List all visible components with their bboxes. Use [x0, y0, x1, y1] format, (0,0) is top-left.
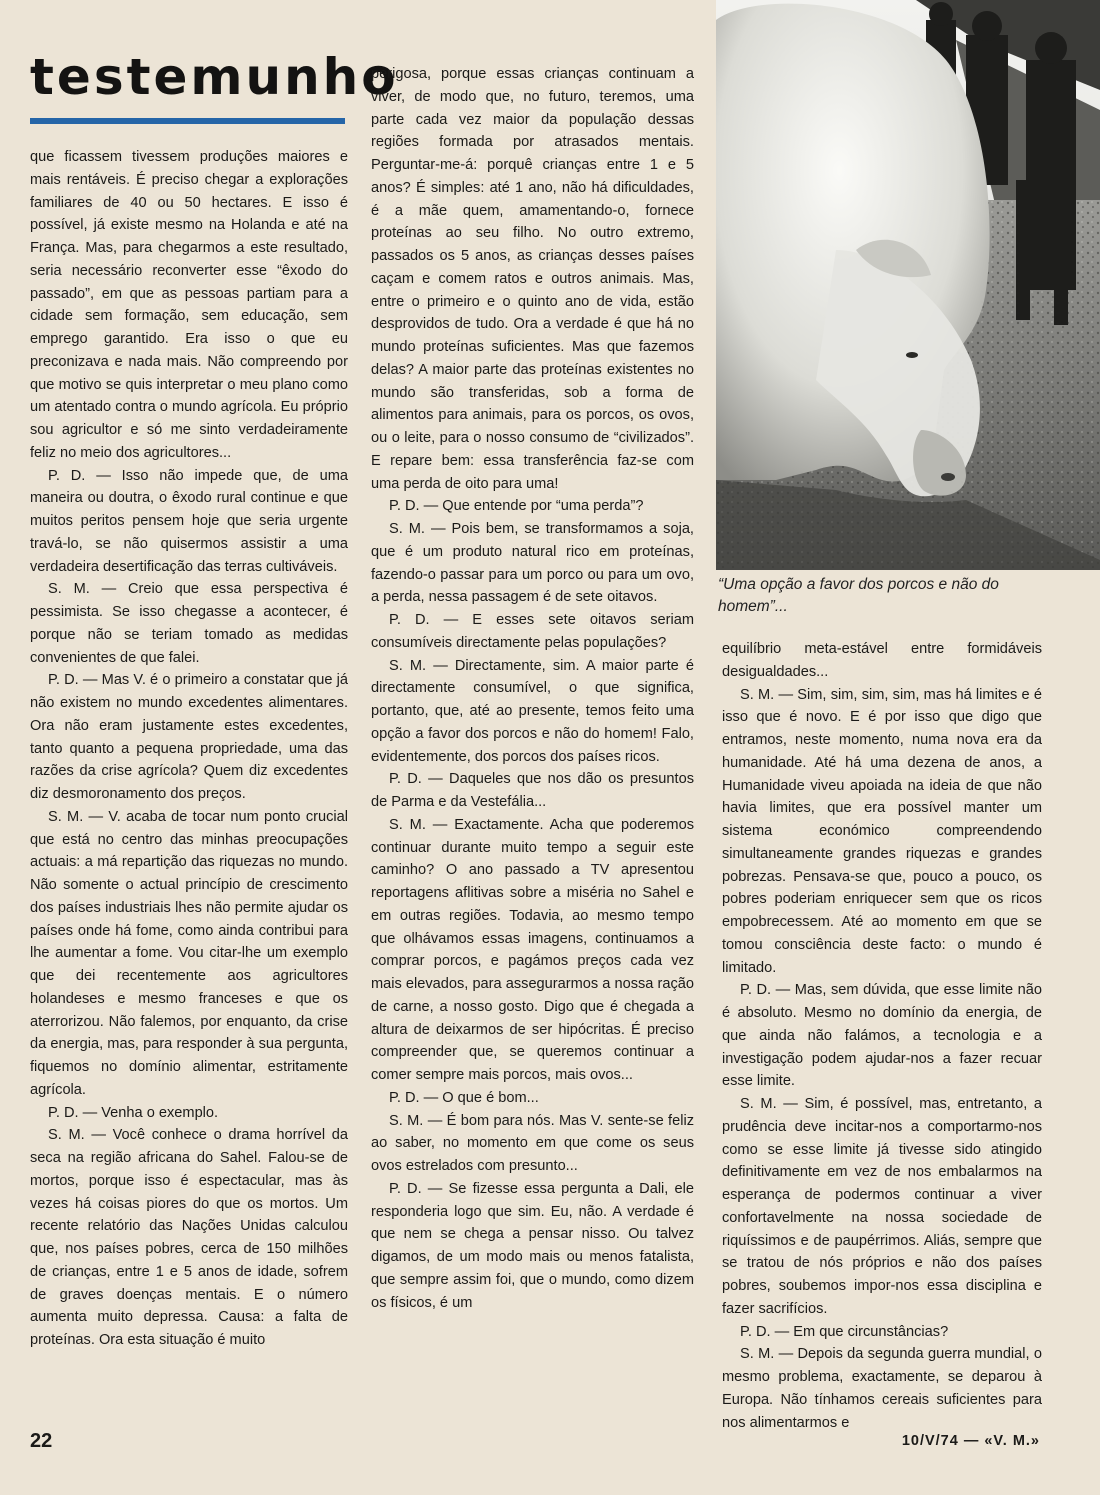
paragraph: P. D. — Mas V. é o primeiro a constatar que já não existem no mundo excedentes alimentares. Ora não eram justamente estes excedentes, tanto quanto a pequena propriedade, uma das razões da crise agrícola? Quem diz excedentes diz desmoronamento dos preços. [30, 672, 348, 802]
paragraph: P. D. — Mas, sem dúvida, que esse limite não é absoluto. Mesmo no domínio da energia, de que ainda não falámos, a tecnologia e a investigação podem ajudar-nos a fazer recuar esse limite. [722, 982, 1042, 1090]
photo-caption: “Uma opção a favor dos porcos e não do homem”... [718, 576, 999, 615]
paragraph: P. D. — Daqueles que nos dão os presuntos de Parma e da Vestefália... [371, 771, 694, 810]
paragraph: S. M. — Creio que essa perspectiva é pessimista. Se isso chegasse a acontecer, é porque não se teriam tomado as medidas convenientes de que falei. [30, 581, 348, 666]
title-rule [30, 118, 345, 124]
paragraph: S. M. — Pois bem, se transformamos a soja, que é um produto natural rico em proteínas, fazendo-o passar para um porco ou para um ovo, a perda, nessa passagem é de sete oitavos. [371, 521, 694, 606]
paragraph: S. M. — Directamente, sim. A maior parte é directamente consumível, o que significa, portanto, que, até ao presente, temos feito uma opção a favor dos porcos e não do homem! Falo, evidentemente, dos porcos dos países ricos. [371, 657, 694, 765]
issue-date: 10/V/74 — «V. M.» [901, 1433, 1040, 1449]
paragraph: P. D. — O que é bom... [389, 1089, 539, 1106]
page-number: 22 [30, 1430, 53, 1452]
paragraph: P. D. — Em que circunstâncias? [740, 1323, 949, 1340]
paragraph: equilíbrio meta-estável entre formidáveis desigualdades... [722, 641, 1042, 680]
paragraph: P. D. — Que entende por “uma perda”? [389, 498, 644, 515]
paragraph: perigosa, porque essas crianças continuam a viver, de modo que, no futuro, teremos, uma parte cada vez maior da população dessas regiões formada por atrasados mentais. Perguntar-me-á: porquê crianças entre 1 e 5 anos? É simples: até 1 ano, não há dificuldades, é a mãe quem, amamentando-o, fornece proteínas ao seu filho. No outro extremo, passados os 5 anos, as crianças desses países caçam e comem ratos e outros animais. Mas, entre o primeiro e o quinto ano de vida, estão desprovidos de tudo. Ora a verdade é que há no mundo proteínas suficientes. Mas que fazemos delas? A maior parte das proteínas existentes no mundo são transferidas, sob a forma de alimentos para animais, para os porcos, os ovos, ou o leite, para o nosso consumo de “civilizados”. E repare bem: essa transferência faz-se com uma perda de oito para uma! [371, 66, 694, 492]
paragraph: S. M. — Você conhece o drama horrível da seca na região africana do Sahel. Falou-se de mortos, porque isso é espectacular, mas às vezes há coisas piores do que os mortos. Um recente relatório das Nações Unidas calculou que, nos países pobres, cerca de 150 milhões de crianças, entre 1 e 5 anos de idade, sofrem de graves doenças mentais. E o número aumenta muito depressa. Causa: a falta de proteínas. Ora esta situação é muito [30, 1127, 348, 1348]
paragraph: S. M. — Exactamente. Acha que poderemos continuar durante muito tempo a seguir este caminho? O ano passado a TV apresentou reportagens aflitivas sobre a miséria no Sahel e em outras regiões. Todavia, ao mesmo tempo que olhávamos essas imagens, continuamos a comprar porcos, e pagámos preços cada vez mais elevados, para assegurarmos a nossa ração de carne, a nosso gosto. Digo que é chegada a altura de deixarmos de ser hipócritas. É preciso compreender que, se queremos continuar a comer sempre mais porcos, mais ovos... [371, 816, 694, 1083]
paragraph: S. M. — É bom para nós. Mas V. sente-se feliz ao saber, no momento em que come os seus ovos estrelados com presunto... [371, 1112, 694, 1174]
paragraph: P. D. — Venha o exemplo. [48, 1104, 219, 1121]
paragraph: P. D. — Se fizesse essa pergunta a Dali, ele responderia logo que sim. Eu, não. A verdade é que nem se chega a pensar nisso. Ou talvez digamos, de um modo mais ou menos fatalista, que sempre assim foi, que o mundo, como dizem os físicos, é um [371, 1180, 694, 1311]
paragraph: S. M. — Depois da segunda guerra mundial, o mesmo problema, exactamente, se deparou à Europa. Não tínhamos cereais suficientes para nos alimentarmos e [722, 1346, 1042, 1431]
paragraph: P. D. — E esses sete oitavos seriam consumíveis directamente pelas populações? [371, 612, 694, 651]
paragraph: S. M. — V. acaba de tocar num ponto crucial que está no centro das minhas preocupações actuais: a má repartição das riquezas no mundo. Não somente o actual princípio de crescimento dos países industriais lhes não permite ajudar os países onde há fome, como ainda contribui para lhe aumentar a fome. Vou citar-lhe um exemplo que dei recentemente aos agricultores holandeses e mesmo franceses e que os aterrorizou. Não falemos, por enquanto, da crise da energia, mas, para responder à sua pergunta, fiquemos no domínio alimentar, estritamente agrícola. [30, 808, 348, 1098]
pig-photo-icon [716, 0, 1100, 570]
paragraph: S. M. — Sim, sim, sim, sim, mas há limites e é isso que é novo. E é por isso que digo que entramos, neste momento, numa nova era da humanidade. Até há uma dezena de anos, a Humanidade viveu apoiada na ideia de que não havia limites, que era possível manter um sistema económico compreendendo simultaneamente grandes riquezas e grandes pobrezas. Pensava-se que, pouco a pouco, os pobres poderiam enriquecer sem que os ricos empobrecessem. Até ao momento em que se tomou consciência deste facto: o mundo é limitado. [722, 686, 1042, 976]
text-column-2 [371, 63, 694, 1314]
paragraph: que ficassem tivessem produções maiores e mais rentáveis. É preciso chegar a explorações familiares de 40 ou 50 hectares. E isso é possível, já existe mesmo na Holanda e até na França. Mas, para chegarmos a este resultado, seria necessário reconverter esse “êxodo do passado”, em que as pessoas partiam para a cidade sem formação, sem educação, sem emprego garantido. Era isso o que eu preconizava e nada mais. Não compreendo por que motivo se quis interpretar o meu plano como um atentado contra o mundo agrícola. Eu próprio sou agricultor e só me sinto verdadeiramente feliz no meio dos agricultores... [30, 149, 349, 461]
pig-photo-graphic [716, 0, 1100, 570]
paragraph: P. D. — Isso não impede que, de uma maneira ou doutra, o êxodo rural continue e que muitos peritos pensem hoje que seria urgente travá-lo, se não quisermos assistir a uma verdadeira desertificação das terras cultiváveis. [30, 467, 348, 575]
text-column-1 [30, 146, 348, 1352]
paragraph: S. M. — Sim, é possível, mas, entretanto, a prudência deve incitar-nos a comportarmo-nos como se esse limite já tivesse sido atingido definitivamente em vez de nos embalarmos na esperança de podermos continuar a viver confortavelmente na nossa sociedade de riquíssimos e de paupérrimos. Aliás, sempre que se tratou de nós próprios e não dos países pobres, soubemos impor-nos essa disciplina e fazer sacrifícios. [722, 1096, 1042, 1317]
section-title: testemunho [30, 48, 399, 106]
text-column-3 [722, 638, 1042, 1434]
